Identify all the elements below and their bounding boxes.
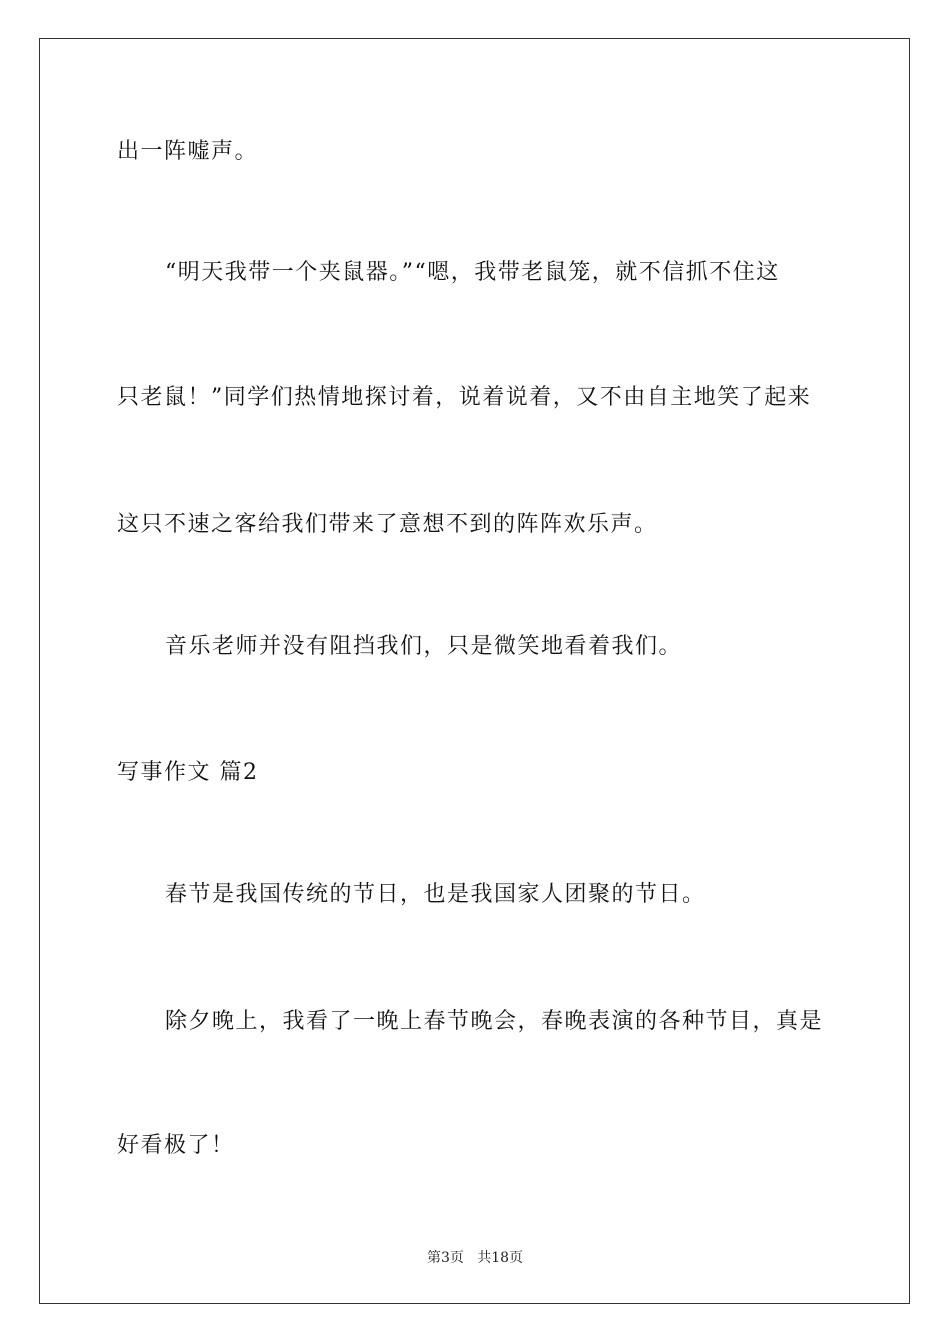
text-line: 出一阵嘘声。	[117, 139, 259, 164]
text-line: 音乐老师并没有阻挡我们，只是微笑地看着我们。	[165, 634, 683, 659]
section-heading: 写事作文 篇2	[117, 760, 259, 785]
page-number-footer: 第3页 共18页	[426, 1250, 524, 1266]
text-line: 除夕晚上，我看了一晚上春节晚会，春晚表演的各种节目，真是	[165, 1009, 824, 1034]
text-line: 春节是我国传统的节日，也是我国家人团聚的节日。	[165, 882, 706, 907]
text-line: 好看极了！	[117, 1133, 235, 1158]
text-line: 这只不速之客给我们带来了意想不到的阵阵欢乐声。	[117, 512, 658, 537]
text-line: “明天我带一个夹鼠器。”“嗯，我带老鼠笼，就不信抓不住这	[165, 260, 780, 285]
text-line: 只老鼠！”同学们热情地探讨着，说着说着，又不由自主地笑了起来	[117, 385, 812, 410]
page-border	[39, 38, 910, 1304]
